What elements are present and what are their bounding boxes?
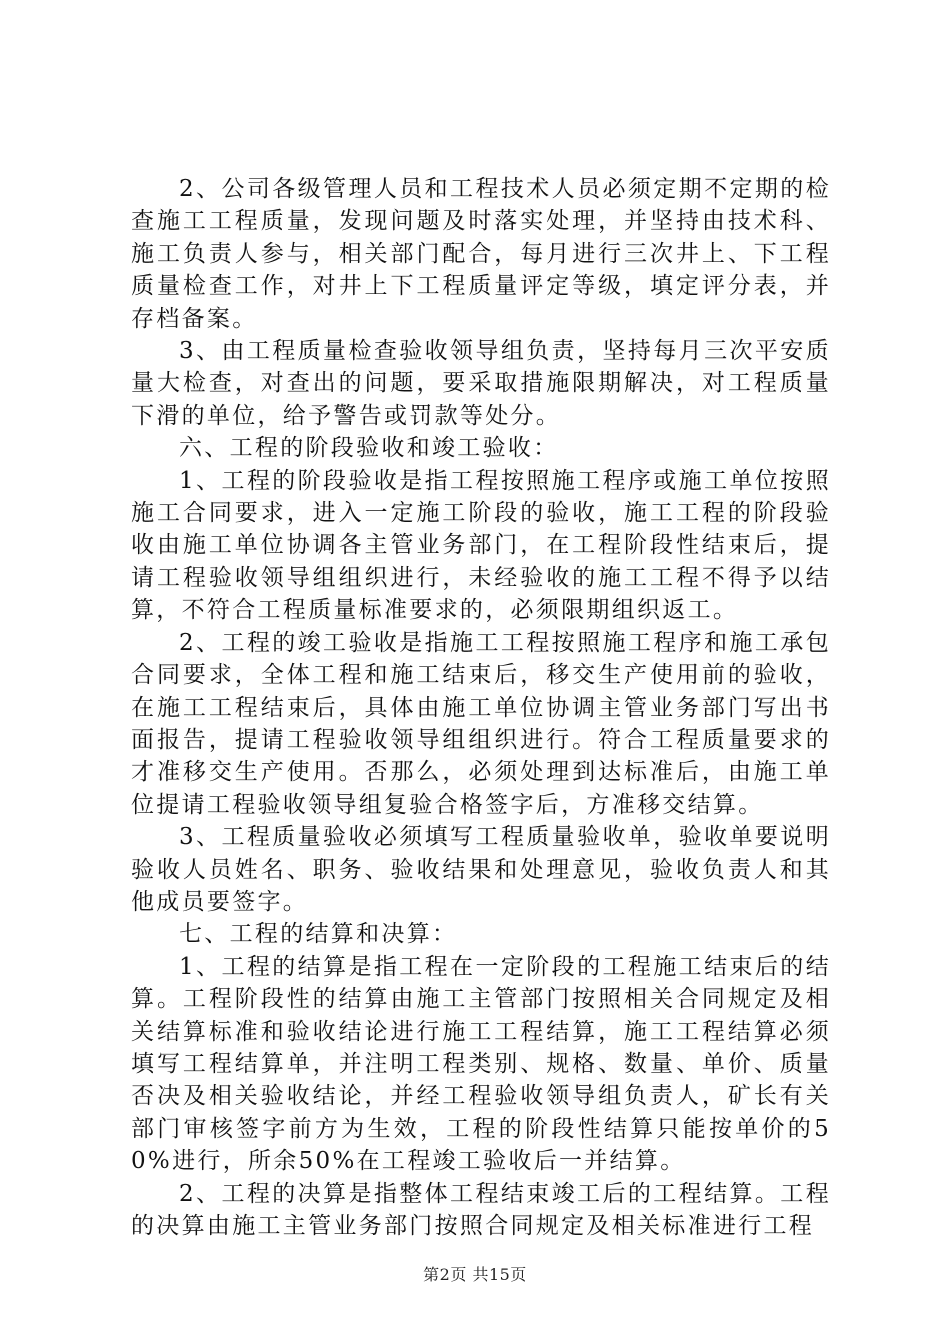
document-body (131, 173, 831, 1242)
section-heading-settlement: 七、工程的结算和决算： (179, 921, 458, 948)
page-number-footer: 第2页 共15页 (423, 1265, 527, 1284)
paragraph-monthly-check: 3、由工程质量检查验收领导组负责，坚持每月三次平安质量大检查，对查出的问题，要采取措施限期解决，对工程质量下滑的单位，给予警告或罚款等处分。 (131, 338, 831, 429)
paragraph-inspection-duty: 2、公司各级管理人员和工程技术人员必须定期不定期的检查施工工程质量，发现问题及时落实处理，并坚持由技术科、施工负责人参与，相关部门配合，每月进行三次井上、下工程质量检查工作，对井上下工程质量评定等级，填定评分表，并存档备案。 (131, 176, 831, 332)
paragraph-stage-acceptance: 1、工程的阶段验收是指工程按照施工程序或施工单位按照施工合同要求，进入一定施工阶段的验收，施工工程的阶段验收由施工单位协调各主管业务部门，在工程阶段性结束后，提请工程验收领导组组织进行，未经验收的施工工程不得予以结算，不符合工程质量标准要求的，必须限期组织返工。 (131, 467, 831, 624)
paragraph-acceptance-form: 3、工程质量验收必须填写工程质量验收单，验收单要说明验收人员姓名、职务、验收结果和处理意见，验收负责人和其他成员要签字。 (131, 824, 831, 915)
paragraph-completion-acceptance: 2、工程的竣工验收是指施工工程按照施工程序和施工承包合同要求，全体工程和施工结束后，移交生产使用前的验收，在施工工程结束后，具体由施工单位协调主管业务部门写出书面报告，提请工程验收领导组组织进行。符合工程质量要求的才准移交生产使用。否那么，必须处理到达标准后，由施工单位提请工程验收领导组复验合格签字后，方准移交结算。 (131, 629, 831, 818)
paragraph-settlement: 1、工程的结算是指工程在一定阶段的工程施工结束后的结算。工程阶段性的结算由施工主管部门按照相关合同规定及相关结算标准和验收结论进行施工工程结算，施工工程结算必须填写工程结算单，并注明工程类别、规格、数量、单价、质量否决及相关验收结论，并经工程验收领导组负责人，矿长有关部门审核签字前方为生效，工程的阶段性结算只能按单价的50%进行，所余50%在工程竣工验收后一并结算。 (131, 953, 831, 1175)
paragraph-final-accounts: 2、工程的决算是指整体工程结束竣工后的工程结算。工程的决算由施工主管业务部门按照合同规定及相关标准进行工程 (131, 1180, 831, 1239)
section-heading-acceptance: 六、工程的阶段验收和竣工验收： (179, 435, 559, 462)
